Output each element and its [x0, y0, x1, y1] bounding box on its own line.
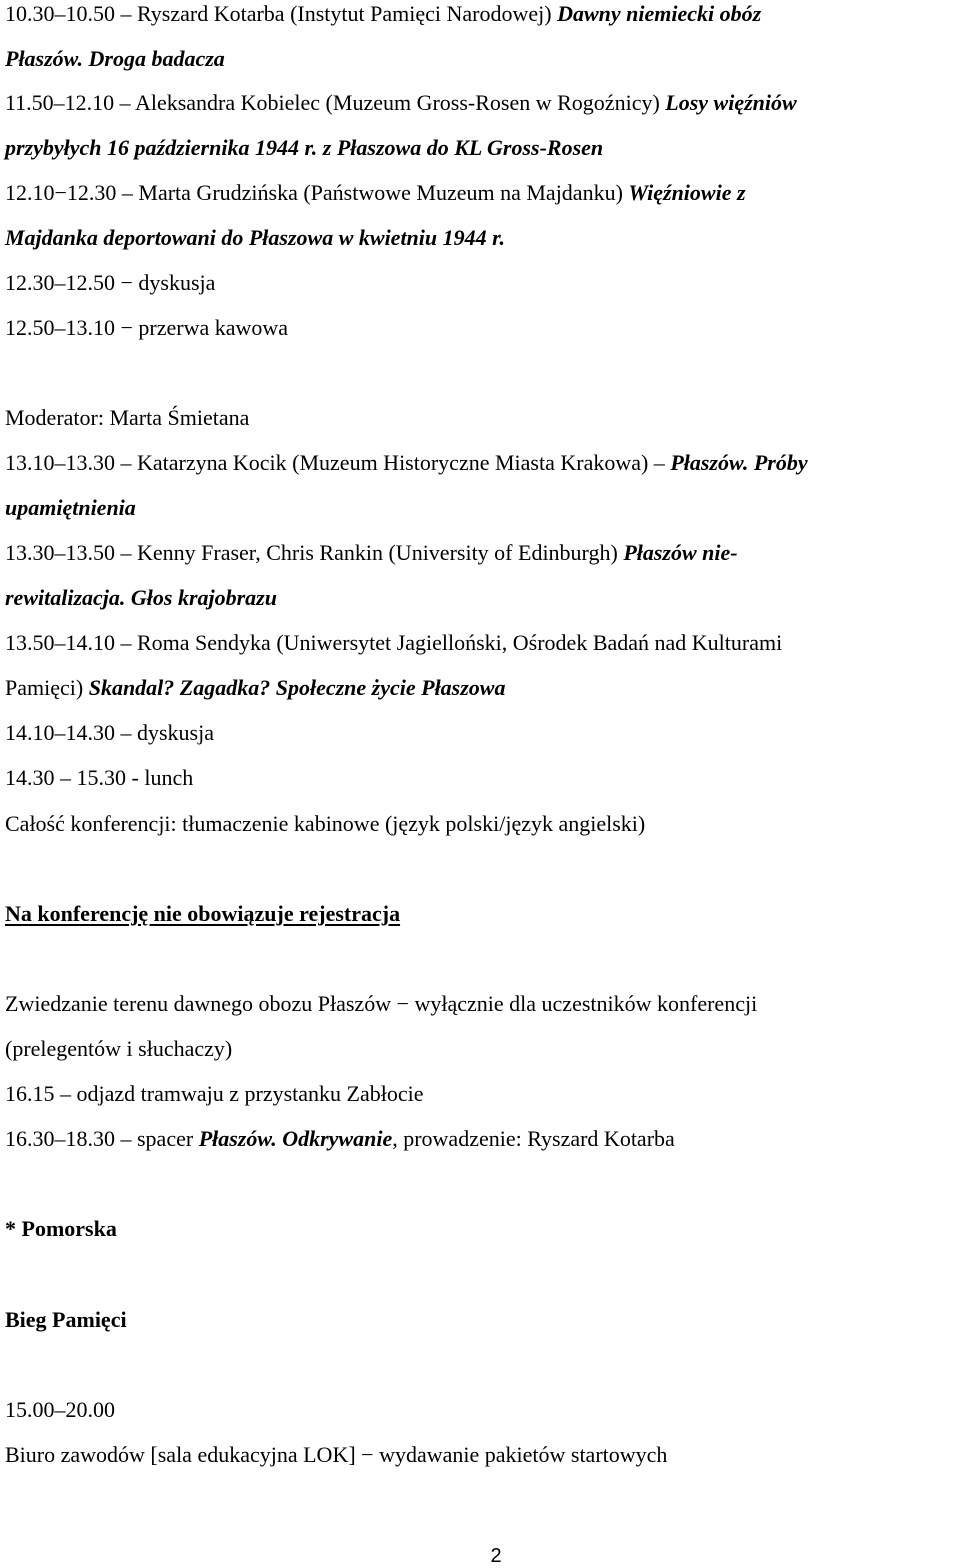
schedule-entry-discussion: 14.10–14.30 – dyskusja: [5, 720, 214, 745]
schedule-entry-continuation: Pamięci) Skandal? Zagadka? Społeczne życie Płaszowa: [5, 675, 506, 700]
page-number: 2: [490, 1545, 502, 1567]
moderator-line: Moderator: Marta Śmietana: [5, 405, 250, 430]
walk-entry: 16.30–18.30 – spacer Płaszów. Odkrywanie, prowadzenie: Ryszard Kotarba: [5, 1126, 675, 1151]
schedule-entry: 13.10–13.30 – Katarzyna Kocik (Muzeum Historyczne Miasta Krakowa) – Płaszów. Próby: [5, 450, 808, 475]
tour-info: Zwiedzanie terenu dawnego obozu Płaszów − wyłącznie dla uczestników konferencji: [5, 991, 758, 1016]
schedule-entry-coffee-break: 12.50–13.10 − przerwa kawowa: [5, 315, 289, 340]
schedule-entry: 11.50–12.10 – Aleksandra Kobielec (Muzeum Gross-Rosen w Rogoźnicy) Losy więźniów: [5, 90, 797, 115]
schedule-entry: 13.50–14.10 – Roma Sendyka (Uniwersytet Jagielloński, Ośrodek Badań nad Kulturami: [5, 630, 783, 655]
schedule-title-continuation: przybyłych 16 października 1944 r. z Płaszowa do KL Gross-Rosen: [5, 135, 604, 160]
schedule-entry: 13.30–13.50 – Kenny Fraser, Chris Rankin (University of Edinburgh) Płaszów nie-: [5, 540, 738, 565]
schedule-title-continuation: Majdanka deportowani do Płaszowa w kwietniu 1944 r.: [5, 225, 505, 250]
registration-notice: Na konferencję nie obowiązuje rejestracja: [5, 901, 401, 926]
schedule-title-continuation: upamiętnienia: [5, 495, 136, 520]
schedule-title-continuation: Płaszów. Droga badacza: [5, 46, 225, 71]
schedule-entry: 12.10−12.30 – Marta Grudzińska (Państwowe Muzeum na Majdanku) Więźniowie z: [5, 180, 746, 205]
translation-note: Całość konferencji: tłumaczenie kabinowe (język polski/język angielski): [5, 811, 646, 836]
section-heading-pomorska: * Pomorska: [5, 1216, 117, 1241]
tour-info-continuation: (prelegentów i słuchaczy): [5, 1036, 233, 1061]
section-heading-bieg-pamieci: Bieg Pamięci: [5, 1307, 127, 1332]
schedule-title-continuation: rewitalizacja. Głos krajobrazu: [5, 585, 277, 610]
tram-departure: 16.15 – odjazd tramwaju z przystanku Zabłocie: [5, 1081, 424, 1106]
event-description: Biuro zawodów [sala edukacyjna LOK] − wydawanie pakietów startowych: [5, 1442, 668, 1467]
schedule-entry-discussion: 12.30–12.50 − dyskusja: [5, 270, 216, 295]
schedule-entry: 10.30–10.50 – Ryszard Kotarba (Instytut Pamięci Narodowej) Dawny niemiecki obóz: [5, 1, 762, 26]
schedule-entry-lunch: 14.30 – 15.30 - lunch: [5, 765, 194, 790]
event-time: 15.00–20.00: [5, 1397, 115, 1422]
